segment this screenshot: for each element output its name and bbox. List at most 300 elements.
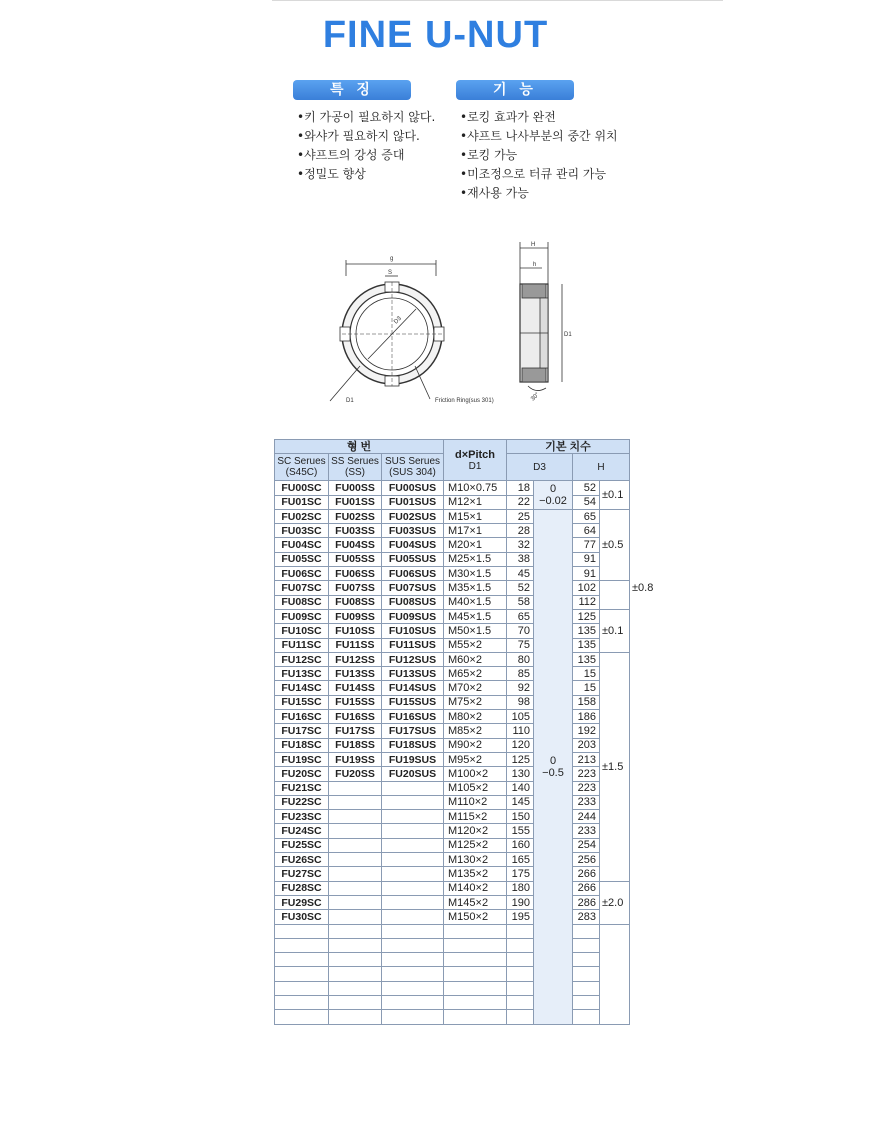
sc-model: FU00SC — [275, 481, 329, 495]
sus-model: FU04SUS — [382, 538, 444, 552]
d3-value: 58 — [507, 595, 534, 609]
function-item: • 로킹 효과가 완전 — [460, 108, 618, 127]
label-H: H — [531, 242, 536, 248]
ss-model: FU16SS — [329, 710, 382, 724]
header-ss-label: SS Serues — [331, 456, 379, 468]
sus-model — [382, 810, 444, 824]
h-value: 135 — [573, 652, 600, 666]
d3-value: 120 — [507, 738, 534, 752]
header-pitch — [444, 440, 507, 481]
sus-model: FU13SUS — [382, 667, 444, 681]
blank-cell — [507, 967, 534, 981]
header-sc — [275, 454, 329, 481]
sc-model: FU30SC — [275, 910, 329, 924]
table-row — [275, 710, 630, 724]
d3-value: 155 — [507, 824, 534, 838]
sus-model — [382, 867, 444, 881]
pitch-value: M140×2 — [444, 881, 507, 895]
h-value: 223 — [573, 781, 600, 795]
ss-model — [329, 881, 382, 895]
pitch-value: M20×1 — [444, 538, 507, 552]
feature-item: • 와샤가 필요하지 않다. — [297, 127, 435, 146]
pitch-value: M10×0.75 — [444, 481, 507, 495]
ss-model: FU04SS — [329, 538, 382, 552]
ss-model: FU05SS — [329, 552, 382, 566]
pitch-value: M120×2 — [444, 824, 507, 838]
feature-item: • 샤프트의 강성 증대 — [297, 146, 435, 165]
table-row — [275, 652, 630, 666]
header-sus-sub: (SUS 304) — [389, 467, 436, 479]
d3-value: 175 — [507, 867, 534, 881]
pitch-value: M90×2 — [444, 738, 507, 752]
pitch-value: M110×2 — [444, 795, 507, 809]
feature-item: • 정밀도 향상 — [297, 165, 435, 184]
blank-cell — [275, 1010, 329, 1024]
sc-model: FU05SC — [275, 552, 329, 566]
blank-cell — [444, 1010, 507, 1024]
h-value: 286 — [573, 895, 600, 909]
pitch-value: M85×2 — [444, 724, 507, 738]
blank-cell — [507, 938, 534, 952]
pitch-value: M150×2 — [444, 910, 507, 924]
sus-model: FU07SUS — [382, 581, 444, 595]
h-value: 244 — [573, 810, 600, 824]
blank-cell — [573, 1010, 600, 1024]
h-value: 233 — [573, 824, 600, 838]
sus-model — [382, 781, 444, 795]
d3-value: 125 — [507, 752, 534, 766]
sus-model: FU15SUS — [382, 695, 444, 709]
blank-cell — [573, 953, 600, 967]
h-value: 256 — [573, 853, 600, 867]
table-row: FU06SC FU06SS FU06SUS M30×1.5 45 91 ±0.8 — [275, 567, 630, 581]
blank-cell — [275, 953, 329, 967]
ss-model: FU01SS — [329, 495, 382, 509]
table-row — [275, 724, 630, 738]
h-value: 91 — [573, 552, 600, 566]
h-value: 266 — [573, 881, 600, 895]
ss-model: FU06SS — [329, 567, 382, 581]
side-view — [520, 242, 572, 402]
ss-model — [329, 838, 382, 852]
h-value: 65 — [573, 509, 600, 523]
h-value: 266 — [573, 867, 600, 881]
blank-cell — [444, 981, 507, 995]
sus-model — [382, 881, 444, 895]
d3-value: 140 — [507, 781, 534, 795]
header-ss — [329, 454, 382, 481]
header-ss-sub: (SS) — [345, 467, 365, 479]
sus-model: FU06SUS — [382, 567, 444, 581]
h-tolerance: ±0.1 — [600, 609, 630, 652]
header-sc-label: SC Serues — [277, 456, 326, 468]
blank-cell — [275, 995, 329, 1009]
function-item: • 로킹 가능 — [460, 146, 618, 165]
pitch-value: M12×1 — [444, 495, 507, 509]
sus-model — [382, 838, 444, 852]
d3-value: 190 — [507, 895, 534, 909]
d3-value: 150 — [507, 810, 534, 824]
blank-cell — [382, 953, 444, 967]
ss-model: FU17SS — [329, 724, 382, 738]
ss-model: FU09SS — [329, 609, 382, 623]
h-value: 64 — [573, 524, 600, 538]
d3-value: 18 — [507, 481, 534, 495]
d3-value: 22 — [507, 495, 534, 509]
header-sc-sub: (S45C) — [285, 467, 318, 479]
h-value: 15 — [573, 667, 600, 681]
pitch-value: M135×2 — [444, 867, 507, 881]
blank-cell — [573, 981, 600, 995]
blank-cell — [573, 924, 600, 938]
table-row — [275, 853, 630, 867]
blank-cell — [507, 953, 534, 967]
sus-model — [382, 824, 444, 838]
table-row — [275, 524, 630, 538]
d3-tol-main-upper: 0 — [549, 754, 557, 767]
label-s: S — [388, 270, 393, 276]
sc-model: FU18SC — [275, 738, 329, 752]
table-row — [275, 638, 630, 652]
ss-model: FU12SS — [329, 652, 382, 666]
header-sus — [382, 454, 444, 481]
pitch-value: M45×1.5 — [444, 609, 507, 623]
sc-model: FU23SC — [275, 810, 329, 824]
ss-model — [329, 895, 382, 909]
table-row — [275, 595, 630, 609]
sus-model: FU14SUS — [382, 681, 444, 695]
table-row — [275, 552, 630, 566]
table-row — [275, 695, 630, 709]
pitch-value: M40×1.5 — [444, 595, 507, 609]
h-value: 125 — [573, 609, 600, 623]
sus-model: FU10SUS — [382, 624, 444, 638]
d3-value: 25 — [507, 509, 534, 523]
blank-cell — [600, 924, 630, 1024]
ss-model — [329, 867, 382, 881]
table-row — [275, 810, 630, 824]
spec-table — [274, 439, 654, 1025]
table-row — [275, 667, 630, 681]
sus-model: FU05SUS — [382, 552, 444, 566]
sc-model: FU09SC — [275, 609, 329, 623]
d3-value: 92 — [507, 681, 534, 695]
label-d1: D1 — [346, 398, 354, 404]
h-value: 54 — [573, 495, 600, 509]
sc-model: FU04SC — [275, 538, 329, 552]
header-model: 형 번 — [275, 440, 444, 454]
h-value: 203 — [573, 738, 600, 752]
table-row — [275, 481, 630, 495]
table-row — [275, 867, 630, 881]
d3-tol-top-lower: −0.02 — [539, 495, 567, 508]
d3-value: 75 — [507, 638, 534, 652]
blank-cell — [573, 938, 600, 952]
ss-model: FU00SS — [329, 481, 382, 495]
blank-cell — [507, 981, 534, 995]
table-row — [275, 767, 630, 781]
ss-model — [329, 910, 382, 924]
sc-model: FU22SC — [275, 795, 329, 809]
sus-model: FU08SUS — [382, 595, 444, 609]
h-value: 192 — [573, 724, 600, 738]
pitch-value: M17×1 — [444, 524, 507, 538]
sc-model: FU14SC — [275, 681, 329, 695]
d3-value: 52 — [507, 581, 534, 595]
header-h: H — [573, 454, 630, 481]
blank-cell — [444, 995, 507, 1009]
pitch-value: M115×2 — [444, 810, 507, 824]
d3-value: 38 — [507, 552, 534, 566]
pitch-value: M50×1.5 — [444, 624, 507, 638]
pitch-value: M100×2 — [444, 767, 507, 781]
pitch-value: M55×2 — [444, 638, 507, 652]
ss-model: FU11SS — [329, 638, 382, 652]
d3-value: 195 — [507, 910, 534, 924]
pitch-value: M70×2 — [444, 681, 507, 695]
label-friction: Friction Ring(sus 301) — [435, 398, 494, 404]
sus-model: FU02SUS — [382, 509, 444, 523]
pitch-value: M145×2 — [444, 895, 507, 909]
blank-cell — [329, 953, 382, 967]
sus-model: FU19SUS — [382, 752, 444, 766]
table-row — [275, 624, 630, 638]
pitch-value: M65×2 — [444, 667, 507, 681]
sus-model: FU17SUS — [382, 724, 444, 738]
pitch-value: M75×2 — [444, 695, 507, 709]
sus-model: FU18SUS — [382, 738, 444, 752]
table-row — [275, 609, 630, 623]
ss-model: FU13SS — [329, 667, 382, 681]
table-row — [275, 752, 630, 766]
blank-cell — [507, 995, 534, 1009]
table-row — [275, 538, 630, 552]
pitch-value: M95×2 — [444, 752, 507, 766]
sus-model: FU09SUS — [382, 609, 444, 623]
blank-cell — [573, 995, 600, 1009]
label-30: 30° — [530, 391, 541, 403]
ss-model: FU08SS — [329, 595, 382, 609]
pitch-value: M130×2 — [444, 853, 507, 867]
blank-cell — [275, 924, 329, 938]
table-row — [275, 838, 630, 852]
d3-value: 160 — [507, 838, 534, 852]
h-value: 254 — [573, 838, 600, 852]
ss-model — [329, 795, 382, 809]
h-value: 158 — [573, 695, 600, 709]
sc-model: FU15SC — [275, 695, 329, 709]
ss-model: FU20SS — [329, 767, 382, 781]
blank-cell — [329, 981, 382, 995]
features-header: 특 징 — [293, 80, 411, 100]
h-value: 112 — [573, 595, 600, 609]
table-row — [275, 495, 630, 509]
blank-cell — [444, 924, 507, 938]
function-item: • 재사용 가능 — [460, 184, 618, 203]
table-row — [275, 938, 630, 952]
table-row — [275, 681, 630, 695]
label-d3: D3 — [393, 315, 403, 326]
sus-model: FU16SUS — [382, 710, 444, 724]
features-list — [297, 108, 435, 184]
h-tolerance: ±0.1 — [600, 481, 630, 510]
h-tolerance: ±1.5 — [600, 652, 630, 881]
d3-value: 110 — [507, 724, 534, 738]
header-pitch-label: d×Pitch — [454, 448, 496, 461]
sus-model — [382, 795, 444, 809]
blank-cell — [275, 938, 329, 952]
table-row — [275, 509, 630, 523]
blank-cell — [382, 938, 444, 952]
h-value: 15 — [573, 681, 600, 695]
ss-model: FU02SS — [329, 509, 382, 523]
sc-model: FU26SC — [275, 853, 329, 867]
blank-cell — [382, 981, 444, 995]
table-row — [275, 581, 630, 595]
sc-model: FU27SC — [275, 867, 329, 881]
ss-model: FU14SS — [329, 681, 382, 695]
header-basic: 기본 치수 — [507, 440, 630, 454]
ss-model: FU03SS — [329, 524, 382, 538]
blank-cell — [382, 1010, 444, 1024]
table-row — [275, 924, 630, 938]
sus-model — [382, 853, 444, 867]
blank-cell — [329, 938, 382, 952]
sc-model: FU03SC — [275, 524, 329, 538]
technical-drawing — [300, 236, 600, 416]
d3-value: 28 — [507, 524, 534, 538]
blank-cell — [444, 938, 507, 952]
ss-model — [329, 781, 382, 795]
sc-model: FU01SC — [275, 495, 329, 509]
h-value: 283 — [573, 910, 600, 924]
sus-model: FU00SUS — [382, 481, 444, 495]
blank-cell — [329, 967, 382, 981]
table-row — [275, 738, 630, 752]
table-row — [275, 953, 630, 967]
blank-cell — [329, 995, 382, 1009]
label-D1-side: D1 — [564, 332, 572, 338]
header-d3: D3 — [507, 454, 573, 481]
blank-cell — [507, 1010, 534, 1024]
table-row — [275, 895, 630, 909]
front-view — [330, 256, 494, 404]
functions-header: 기 능 — [456, 80, 574, 100]
sus-model: FU03SUS — [382, 524, 444, 538]
ss-model: FU07SS — [329, 581, 382, 595]
sc-model: FU12SC — [275, 652, 329, 666]
sc-model: FU25SC — [275, 838, 329, 852]
blank-cell — [329, 1010, 382, 1024]
sc-model: FU24SC — [275, 824, 329, 838]
d3-value: 65 — [507, 609, 534, 623]
sc-model: FU06SC — [275, 567, 329, 581]
d3-value: 130 — [507, 767, 534, 781]
h-value: 186 — [573, 710, 600, 724]
sc-model: FU08SC — [275, 595, 329, 609]
pitch-value: M35×1.5 — [444, 581, 507, 595]
header-sus-label: SUS Serues — [384, 456, 441, 468]
d3-tol-top-upper: 0 — [549, 483, 557, 496]
sc-model: FU20SC — [275, 767, 329, 781]
d3-value: 165 — [507, 853, 534, 867]
sc-model: FU11SC — [275, 638, 329, 652]
h-tolerance: ±2.0 — [600, 881, 630, 924]
blank-cell — [444, 953, 507, 967]
table-row — [275, 781, 630, 795]
blank-cell — [382, 967, 444, 981]
ss-model: FU18SS — [329, 738, 382, 752]
sc-model: FU17SC — [275, 724, 329, 738]
blank-cell — [275, 981, 329, 995]
table-row — [275, 910, 630, 924]
pitch-value: M60×2 — [444, 652, 507, 666]
d3-value: 32 — [507, 538, 534, 552]
ss-model — [329, 853, 382, 867]
h-value: 102 — [573, 581, 600, 595]
label-h: h — [533, 262, 537, 268]
function-item: • 미조정으로 터큐 관리 가능 — [460, 165, 618, 184]
sc-model: FU02SC — [275, 509, 329, 523]
sc-model: FU16SC — [275, 710, 329, 724]
sus-model — [382, 910, 444, 924]
sc-model: FU29SC — [275, 895, 329, 909]
sus-model: FU12SUS — [382, 652, 444, 666]
d3-tolerance-main — [534, 509, 573, 1024]
blank-cell — [275, 967, 329, 981]
d3-value: 85 — [507, 667, 534, 681]
top-divider — [272, 0, 723, 1]
sc-model: FU28SC — [275, 881, 329, 895]
sc-model: FU07SC — [275, 581, 329, 595]
sc-model: FU13SC — [275, 667, 329, 681]
h-value: 213 — [573, 752, 600, 766]
table-row — [275, 1010, 630, 1024]
ss-model: FU15SS — [329, 695, 382, 709]
ss-model — [329, 810, 382, 824]
pitch-value: M25×1.5 — [444, 552, 507, 566]
pitch-value: M15×1 — [444, 509, 507, 523]
sus-model: FU20SUS — [382, 767, 444, 781]
h-value: 52 — [573, 481, 600, 495]
header-pitch-sub: D1 — [468, 460, 482, 472]
table-row — [275, 967, 630, 981]
table-row — [275, 824, 630, 838]
d3-value: 145 — [507, 795, 534, 809]
ss-model — [329, 824, 382, 838]
d3-tolerance-top — [534, 481, 573, 510]
pitch-value: M125×2 — [444, 838, 507, 852]
sus-model: FU01SUS — [382, 495, 444, 509]
h-value: 223 — [573, 767, 600, 781]
d3-tol-main-lower: −0.5 — [542, 766, 564, 779]
h-value: 135 — [573, 638, 600, 652]
table-row — [275, 995, 630, 1009]
sus-model: FU11SUS — [382, 638, 444, 652]
h-tolerance: ±0.5 — [600, 509, 630, 580]
pitch-value: M30×1.5 — [444, 567, 507, 581]
functions-list — [460, 108, 618, 203]
sc-model: FU21SC — [275, 781, 329, 795]
blank-cell — [329, 924, 382, 938]
sc-model: FU19SC — [275, 752, 329, 766]
function-item: • 샤프트 나사부분의 중간 위치 — [460, 127, 618, 146]
page-title: FINE U-NUT — [322, 14, 549, 56]
h-value: 77 — [573, 538, 600, 552]
blank-cell — [382, 995, 444, 1009]
table-row — [275, 981, 630, 995]
d3-value: 80 — [507, 652, 534, 666]
